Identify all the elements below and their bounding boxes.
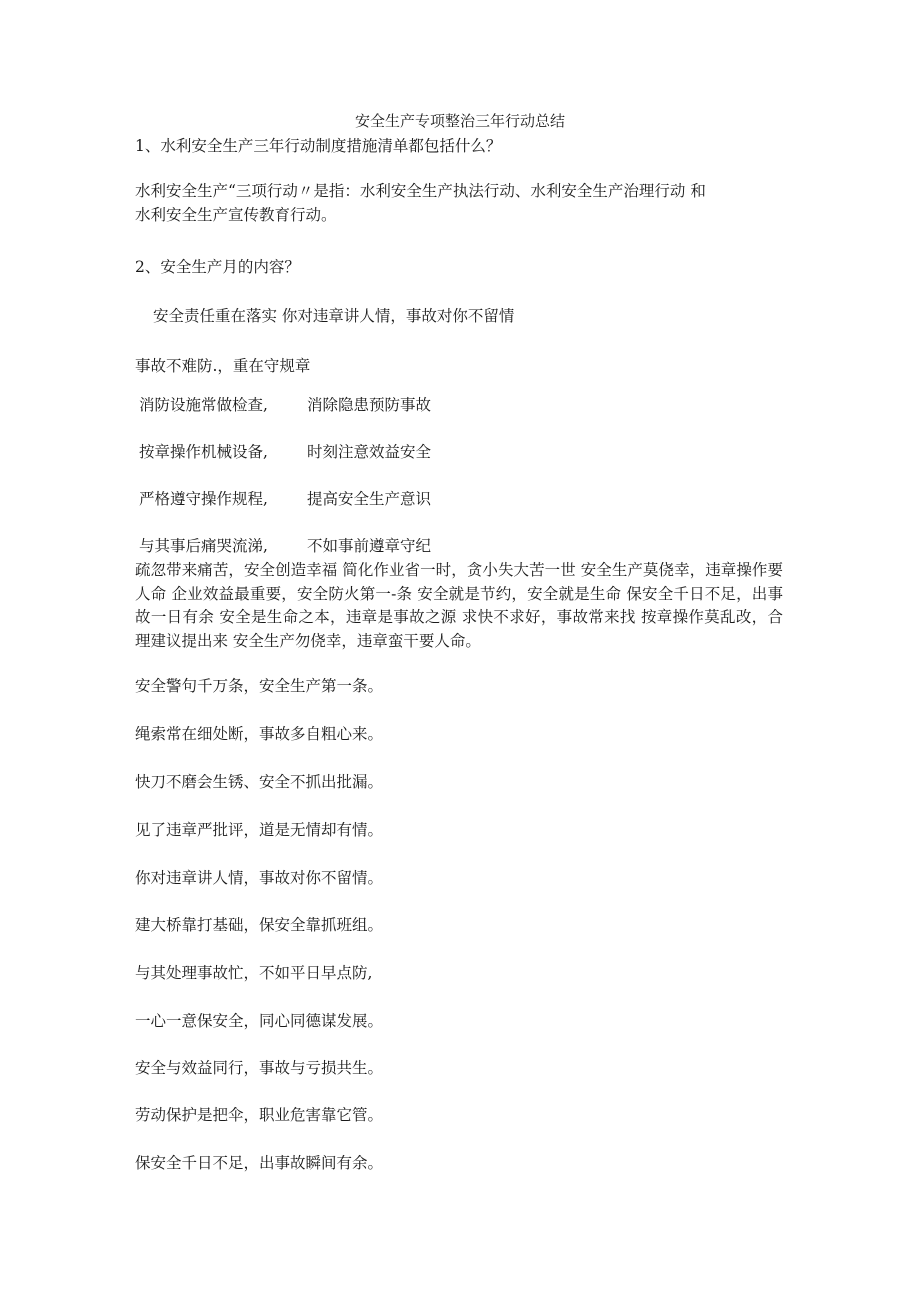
- slogan-pair-right: 消除隐患预防事故: [307, 396, 432, 414]
- saying-line: 见了违章严批评，道是无情却有情。: [135, 821, 384, 839]
- saying-line: 你对违章讲人情，事故对你不留情。: [135, 869, 384, 887]
- saying-line: 安全警句千万条，安全生产第一条。: [135, 677, 384, 695]
- answer-1-line-2: 水利安全生产宣传教育行动。: [135, 206, 337, 224]
- document-title: 安全生产专项整治三年行动总结: [354, 112, 565, 130]
- saying-line: 与其处理事故忙，不如平日早点防,: [135, 964, 373, 982]
- slogan-pair: [139, 441, 431, 464]
- slogan-pair-left: 与其事后痛哭流涕,: [139, 537, 268, 555]
- answer-1-line-1: 水利安全生产“三项行动〃是指：水利安全生产执法行动、水利安全生产治理行动 和: [135, 182, 706, 200]
- slogan-2: 事故不难防.，重在守规章: [135, 357, 311, 375]
- question-2: 2、安全生产月的内容？: [135, 258, 300, 276]
- saying-line: 快刀不磨会生锈、安全不抓出批漏。: [135, 773, 384, 791]
- slogan-pair: [139, 394, 431, 417]
- saying-line: 劳动保护是把伞，职业危害靠它管。: [135, 1106, 384, 1124]
- slogan-paragraph: 疏忽带来痛苦，安全创造幸福 简化作业省一时，贪小失大苦一世 安全生产莫侥幸，违章操作要人命 企业效益最重要，安全防火第一-条 安全就是节约，安全就是生命 保安全千日不足，出事故一日有余 安全是生命之本，违章是事故之源 求快不求好，事故常来找 按章操作莫乱改，合理建议提出来 安全生产勿侥幸，违章蛮干要人命。: [135, 561, 783, 650]
- saying-line: 安全与效益同行，事故与亏损共生。: [135, 1059, 384, 1077]
- question-1: 1、水利安全生产三年行动制度措施清单都包括什么？: [135, 137, 502, 155]
- slogan-pair-right: 提高安全生产意识: [307, 490, 432, 508]
- slogan-pair-right: 时刻注意效益安全: [307, 443, 432, 461]
- slogan-pair-left: 按章操作机械设备,: [139, 443, 268, 461]
- slogan-1: 安全责任重在落实 你对违章讲人情，事故对你不留情: [153, 307, 515, 325]
- saying-line: 建大桥靠打基础，保安全靠抓班组。: [135, 916, 384, 934]
- slogan-pair-right: 不如事前遵章守纪: [307, 537, 432, 555]
- saying-line: 绳索常在细处断，事故多自粗心来。: [135, 725, 384, 743]
- slogan-pair-left: 严格遵守操作规程,: [139, 490, 268, 508]
- slogan-pair-left: 消防设施常做检查,: [139, 396, 268, 414]
- saying-line: 一心一意保安全，同心同德谋发展。: [135, 1012, 384, 1030]
- slogan-pair: [139, 488, 431, 511]
- saying-line: 保安全千日不足，出事故瞬间有余。: [135, 1154, 384, 1172]
- slogan-pair: [139, 535, 431, 558]
